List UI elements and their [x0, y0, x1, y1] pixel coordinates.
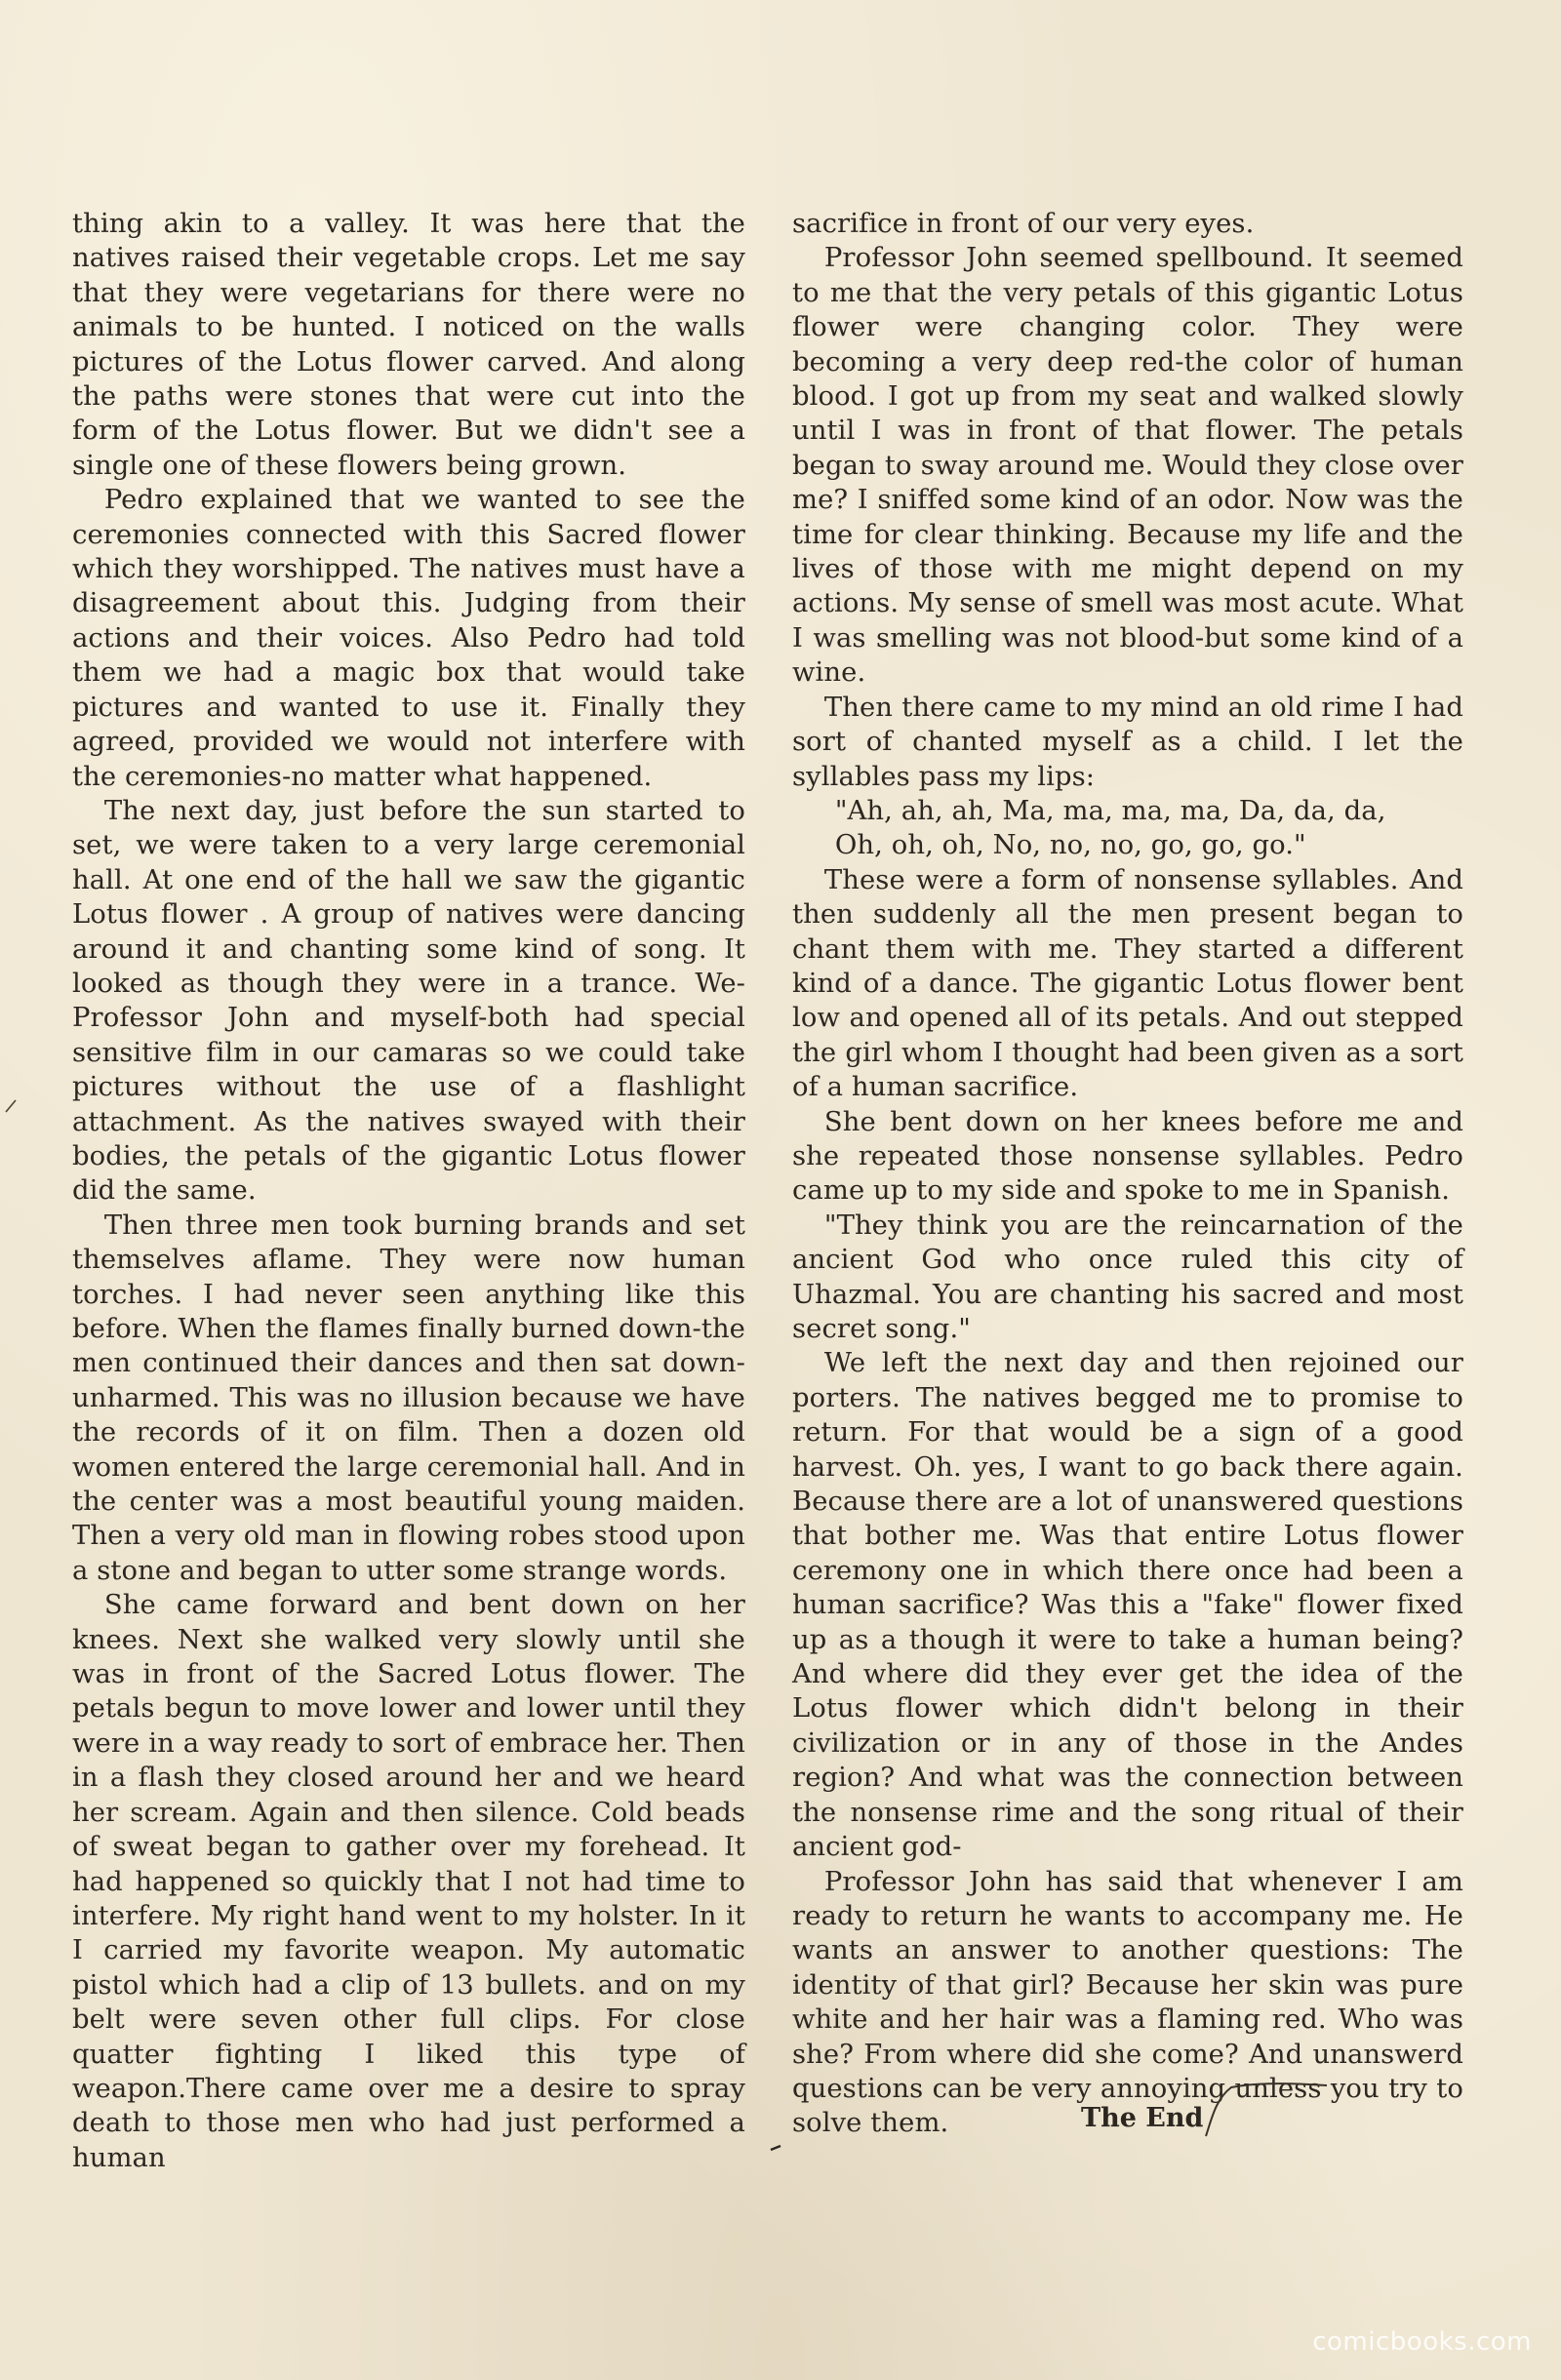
the-end-label: The End	[1081, 2103, 1204, 2133]
paragraph: We left the next day and then rejoined our porters. The natives begged me to promise to return. For that would be a sign of a good harvest. Oh. yes, I want to go back there again. Because there are a lot of unanswered questions that bother me. Was that entire Lotus flower ceremony one in which there once had been a human sacrifice? Was this a "fake" flower fixed up as a though it were to take a human being? And where did they ever get the idea of the Lotus flower which didn't belong in their civilization or in any of those in the Andes region? And what was the connection between the nonsense rime and the song ritual of their ancient god-	[792, 1348, 1463, 1863]
paragraph: Then three men took burning brands and set themselves aflame. They were now human torches. I had never seen anything like this before. When the flames finally burned down-the men continued their dances and then sat down-unharmed. This was no illusion because we have the records of it on film. Then a dozen old women entered the large ceremonial hall. And in the center was a most beautiful young maiden. Then a very old man in flowing robes stood upon a stone and began to utter some strange words.	[72, 1210, 745, 1586]
margin-mark-icon	[769, 2138, 782, 2154]
left-text-column	[72, 207, 745, 2175]
paragraph: These were a form of nonsense syllables. And then suddenly all the men present began to chant them with me. They started a different kind of a dance. The gigantic Lotus flower bent low and opened all of its petals. And out stepped the girl whom I thought had been given as a sort of a human sacrifice.	[792, 864, 1463, 1103]
paragraph: sacrifice in front of our very eyes.	[792, 209, 1255, 239]
verse-line: "Ah, ah, ah, Ma, ma, ma, ma, Da, da, da,	[834, 795, 1386, 826]
paragraph: Professor John seemed spellbound. It seemed to me that the very petals of this gigantic Lotus flower were changing color. They were becoming a very deep red-the color of human blood. I got up from my seat and walked slowly until I was in front of that flower. The petals began to sway around me. Would they close over me? I sniffed some kind of an odor. Now was the time for clear thinking. Because my life and the lives of those with me might depend on my actions. My sense of smell was most acute. What I was smelling was not blood-but some kind of a wine.	[792, 243, 1463, 689]
right-text-column	[792, 207, 1463, 2141]
paragraph: She bent down on her knees before me and she repeated those nonsense syllables. Pedro came up to my side and spoke to me in Spanish.	[792, 1106, 1463, 1207]
paragraph: Professor John has said that whenever I am ready to return he wants to accompany me. He wants an answer to another questions: The identity of that girl? Because her skin was pure white and her hair was a flaming red. Who was she? From where did she come? And unanswerd questions can be very annoying unless you try to solve them.	[792, 1866, 1463, 2139]
margin-mark-icon	[4, 1098, 18, 1114]
flourish-icon	[1202, 2080, 1329, 2138]
watermark: comicbooks.com	[1312, 2327, 1532, 2357]
paragraph: She came forward and bent down on her knees. Next she walked very slowly until she was in front of the Sacred Lotus flower. The petals begun to move lower and lower until they were in a way ready to sort of embrace her. Then in a flash they closed around her and we heard her scream. Again and then silence. Cold beads of sweat began to gather over my forehead. It had happened so quickly that I not had time to interfere. My right hand went to my holster. In it I carried my favorite weapon. My automatic pistol which had a clip of 13 bullets. and on my belt were seven other full clips. For close quatter fighting I liked this type of weapon.There came over me a desire to spray death to those men who had just performed a human	[72, 1590, 745, 2173]
paragraph: "They think you are the reincarnation of the ancient God who once ruled this city of Uhazmal. You are chanting his sacred and most secret song."	[792, 1210, 1463, 1344]
paragraph: Pedro explained that we wanted to see the ceremonies connected with this Sacred flower which they worshipped. The natives must have a disagreement about this. Judging from their actions and their voices. Also Pedro had told them we had a magic box that would take pictures and wanted to use it. Finally they agreed, provided we would not interfere with the ceremonies-no matter what happened.	[72, 485, 745, 792]
paragraph: Then there came to my mind an old rime I had sort of chanted myself as a child. I let the syllables pass my lips:	[792, 692, 1463, 792]
paragraph: The next day, just before the sun started to set, we were taken to a very large ceremonial hall. At one end of the hall we saw the gigantic Lotus flower . A group of natives were dancing around it and chanting some kind of song. It looked as though they were in a trance. We-Professor John and myself-both had special sensitive film in our camaras so we could take pictures without the use of a flashlight attachment. As the natives swayed with their bodies, the petals of the gigantic Lotus flower did the same.	[72, 795, 745, 1207]
verse-line: Oh, oh, oh, No, no, no, go, go, go."	[834, 830, 1306, 861]
paragraph: thing akin to a valley. It was here that the natives raised their vegetable crops. Let me say that they were vegetarians for there were no animals to be hunted. I noticed on the walls pictures of the Lotus flower carved. And along the paths were stones that were cut into the form of the Lotus flower. But we didn't see a single one of these flowers being grown.	[72, 209, 745, 481]
